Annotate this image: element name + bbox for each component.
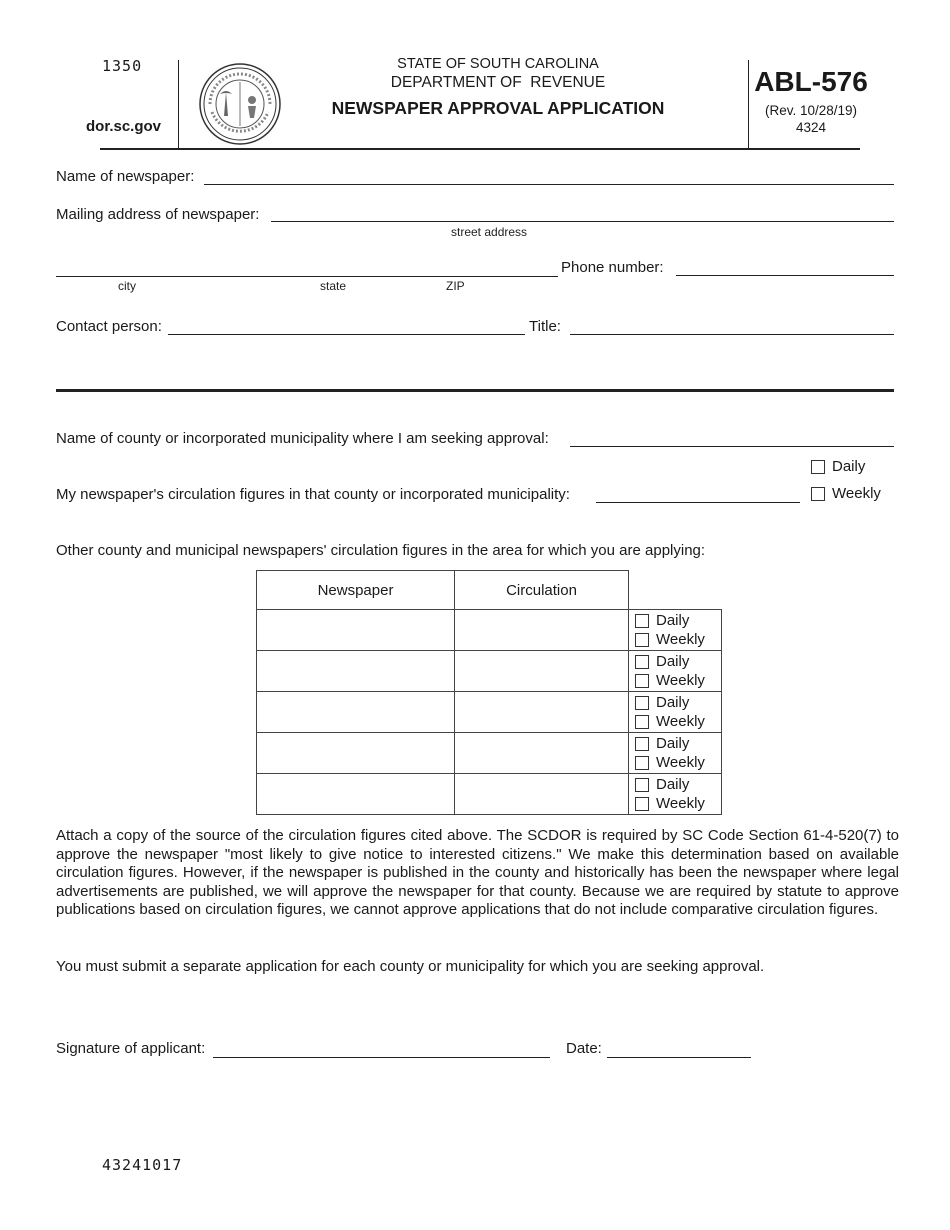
state-caption: state — [320, 279, 347, 293]
revision-date: (Rev. 10/28/19) — [764, 103, 858, 118]
circulation-column-header: Circulation — [455, 571, 629, 610]
date-label: Date: — [566, 1040, 602, 1057]
mailing-address-field[interactable] — [271, 221, 894, 222]
table-row — [257, 774, 722, 815]
county-label: Name of county or incorporated municipality where I am seeking approval: — [56, 430, 549, 447]
title-field[interactable] — [570, 334, 894, 335]
row-daily-option[interactable] — [635, 734, 715, 753]
title-label: Title: — [529, 318, 561, 335]
table-row — [257, 651, 722, 692]
daily-label: Daily — [656, 653, 690, 670]
daily-checkbox[interactable] — [635, 655, 649, 669]
city-caption: city — [118, 279, 136, 293]
daily-label: Daily — [656, 612, 690, 629]
newspaper-name-field[interactable] — [204, 184, 894, 185]
daily-checkbox[interactable] — [635, 614, 649, 628]
weekly-label: Weekly — [656, 795, 705, 812]
circulation-cell[interactable] — [455, 774, 629, 815]
row-daily-option[interactable] — [635, 775, 715, 794]
own-weekly-option[interactable] — [811, 485, 881, 502]
row-weekly-option[interactable] — [635, 712, 715, 731]
contact-person-field[interactable] — [168, 334, 525, 335]
newspaper-column-header: Newspaper — [257, 571, 455, 610]
phone-label: Phone number: — [561, 259, 664, 276]
form-number: ABL-576 — [754, 66, 868, 97]
newspaper-cell[interactable] — [257, 733, 455, 774]
newspaper-cell[interactable] — [257, 774, 455, 815]
header-left-divider — [178, 60, 179, 148]
daily-checkbox[interactable] — [635, 696, 649, 710]
daily-label: Daily — [832, 458, 866, 475]
header-right-divider — [748, 60, 749, 148]
form-code-top: 1350 — [102, 57, 143, 75]
frequency-cell — [629, 774, 722, 815]
row-daily-option[interactable] — [635, 693, 715, 712]
weekly-checkbox[interactable] — [635, 674, 649, 688]
weekly-checkbox[interactable] — [635, 797, 649, 811]
weekly-label: Weekly — [832, 485, 881, 502]
own-daily-option[interactable] — [811, 458, 865, 475]
weekly-checkbox[interactable] — [635, 756, 649, 770]
weekly-label: Weekly — [656, 631, 705, 648]
circulation-cell[interactable] — [455, 610, 629, 651]
county-field[interactable] — [570, 446, 894, 447]
website: dor.sc.gov — [86, 118, 162, 135]
state-name: STATE OF SOUTH CAROLINA — [397, 56, 599, 72]
weekly-checkbox[interactable] — [811, 487, 825, 501]
daily-label: Daily — [656, 776, 690, 793]
daily-checkbox[interactable] — [635, 737, 649, 751]
signature-field[interactable] — [213, 1057, 550, 1058]
weekly-checkbox[interactable] — [635, 633, 649, 647]
daily-checkbox[interactable] — [811, 460, 825, 474]
phone-field[interactable] — [676, 275, 894, 276]
circulation-cell[interactable] — [455, 733, 629, 774]
signature-label: Signature of applicant: — [56, 1040, 206, 1057]
newspaper-cell[interactable] — [257, 692, 455, 733]
form-title: NEWSPAPER APPROVAL APPLICATION — [331, 98, 665, 118]
weekly-checkbox[interactable] — [635, 715, 649, 729]
row-weekly-option[interactable] — [635, 630, 715, 649]
barcode-number: 43241017 — [102, 1156, 183, 1174]
department-name: DEPARTMENT OF REVENUE — [390, 74, 606, 91]
section-divider — [56, 389, 894, 392]
weekly-label: Weekly — [656, 672, 705, 689]
weekly-label: Weekly — [656, 754, 705, 771]
row-weekly-option[interactable] — [635, 671, 715, 690]
date-field[interactable] — [607, 1057, 751, 1058]
row-daily-option[interactable] — [635, 611, 715, 630]
circulation-field[interactable] — [596, 502, 800, 503]
frequency-cell — [629, 733, 722, 774]
weekly-label: Weekly — [656, 713, 705, 730]
newspaper-cell[interactable] — [257, 651, 455, 692]
zip-caption: ZIP — [446, 279, 465, 293]
header-bottom-rule — [100, 148, 860, 150]
form-id: 4324 — [795, 120, 827, 135]
row-weekly-option[interactable] — [635, 794, 715, 813]
row-weekly-option[interactable] — [635, 753, 715, 772]
table-row — [257, 692, 722, 733]
instructions-paragraph: Attach a copy of the source of the circulation figures cited above. The SCDOR is required by SC Code Section 61-4-520(7) to approve the newspaper "most likely to give notice to interested citizens." We make this determination based on available circulation figures. However, if the newspaper is published in the county and historically has been the newspaper where legal advertisements are published, we will approve the newspaper for that county. Because we are required by statute to approve publications based on circulation figures, we cannot approve applications that do not include comparative circulation figures. — [56, 827, 899, 919]
street-address-caption: street address — [451, 225, 528, 239]
daily-label: Daily — [656, 694, 690, 711]
city-state-zip-field[interactable] — [56, 276, 558, 277]
separate-application-note: You must submit a separate application for each county or municipality for which you are seeking approval. — [56, 958, 765, 975]
table-intro: Other county and municipal newspapers' circulation figures in the area for which you are applying: — [56, 542, 706, 559]
circulation-cell[interactable] — [455, 651, 629, 692]
daily-checkbox[interactable] — [635, 778, 649, 792]
row-daily-option[interactable] — [635, 652, 715, 671]
state-seal — [198, 62, 282, 146]
frequency-cell — [629, 610, 722, 651]
circulation-table — [256, 570, 722, 815]
frequency-cell — [629, 651, 722, 692]
daily-label: Daily — [656, 735, 690, 752]
circulation-cell[interactable] — [455, 692, 629, 733]
table-row — [257, 733, 722, 774]
table-row — [257, 610, 722, 651]
newspaper-cell[interactable] — [257, 610, 455, 651]
circulation-label: My newspaper's circulation figures in that county or incorporated municipality: — [56, 486, 570, 503]
contact-person-label: Contact person: — [56, 318, 162, 335]
frequency-cell — [629, 692, 722, 733]
mailing-address-label: Mailing address of newspaper: — [56, 206, 260, 223]
newspaper-name-label: Name of newspaper: — [56, 168, 195, 185]
